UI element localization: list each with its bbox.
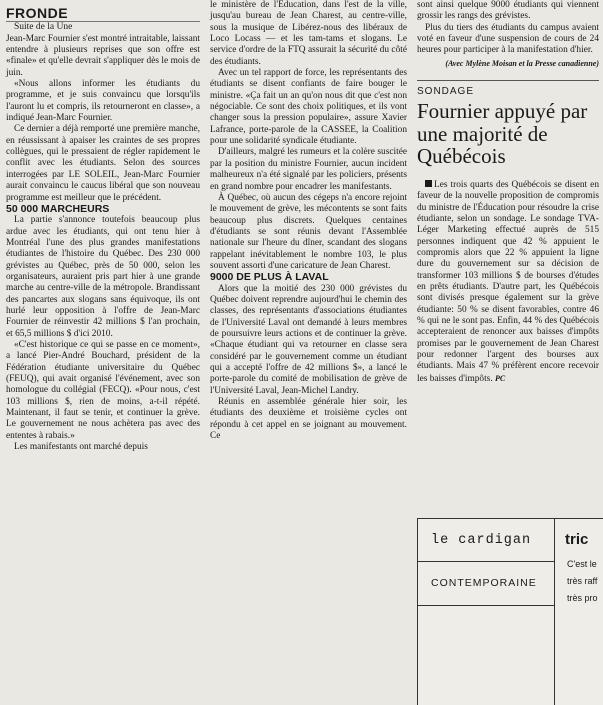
ad-subtitle: CONTEMPORAINE	[431, 577, 537, 589]
paragraph: Réunis en assemblée générale hier soir, les étudiants des deuxième et troisième cycles ont répondu à cet appel en se joignant au mouvement. Ce	[210, 397, 407, 442]
ad-brand-name: le cardigan	[431, 533, 532, 548]
column-2	[210, 0, 407, 442]
paragraph: «C'est historique ce qui se passe en ce moment», a lancé Pier-André Bouchard, président de la Fédération étudiante universitaire du Québec (FEUQ), qui avait organisé l'événement, avec son homologue du collégial (FECQ). «Pour nous, c'est 103 millions $, rien de moins, a-t-il répété. Maintenant, il faut se tenir, et continuer la grève. Le gouvernement ne nous achètera pas avec des ententes à rabais.»	[6, 339, 200, 441]
square-bullet-icon	[425, 180, 432, 187]
ad-side-text: très pro	[567, 593, 598, 603]
paragraph: le ministère de l'Éducation, dans l'est de la ville, jusqu'au bureau de Jean Charest, au centre-ville, sous la musique de Libérez-nous des libéraux de Loco Locass — et les tam-tams et slogans. Le service d'ordre de la FTQ assurait la sécurité du côté des étudiants.	[210, 0, 407, 67]
paragraph: À Québec, où aucun des cégeps n'a encore rejoint le mouvement de grève, les mécontents se sont faits beaucoup plus discrets. Quelques centaines d'étudiants se sont réunis devant l'Assemblée nationale sur l'heure du dîner, scandant des slogans rappelant inévitablement le nombre 103, le plus souvent assorti d'une caricature de Jean Charest.	[210, 192, 407, 271]
paragraph: La partie s'annonce toutefois beaucoup plus ardue avec les étudiants, qui ont tenu hier à Montréal l'une des plus grandes manifestations étudiantes de l'histoire du Québec. Des 230 000 grévistes au Québec, près de 50 000, selon les organisateurs, auraient pris part hier à une grande marche au centre-ville de la métropole. Brandissant des pancartes aux slogans sans équivoque, ils ont hurlé leur opposition à l'offre de Jean-Marc Fournier de réinvestir 42 millions $ l'an prochain, et 65,5 millions $ d'ici 2010.	[6, 215, 200, 339]
paragraph	[417, 180, 599, 385]
column-3	[417, 0, 599, 385]
paragraph: «Nous allons informer les étudiants du programme, et je suis convaincu que lorsqu'ils l'auront lu et compris, ils retourneront en classe», a indiqué Jean-Marc Fournier.	[6, 79, 200, 124]
paragraph: Alors que la moitié des 230 000 grévistes du Québec doivent reprendre aujourd'hui le chemin des classes, des représentants d'associations étudiantes de l'Université Laval ont demandé à leurs membres de poursuivre leurs actions et de continuer la grève. «Chaque étudiant qui va retourner en classe sera considéré par le gouvernement comme un étudiant qui a accepté l'offre de 42 millions $», a lancé le porte-parole du comité de mobilisation de grève de l'Université Laval, Jean-Michel Landry.	[210, 283, 407, 396]
section-label: SONDAGE	[417, 80, 599, 97]
ad-side-text: C'est le	[567, 559, 597, 569]
continuation-note: Suite de la Une	[14, 22, 73, 33]
advertisement	[417, 518, 603, 705]
subheading: 50 000 MARCHEURS	[6, 202, 110, 215]
paragraph: sont ainsi quelque 9000 étudiants qui viennent grossir les rangs des grévistes.	[417, 0, 599, 22]
paragraph: Jean-Marc Fournier s'est montré intraitable, laissant entendre à plusieurs reprises que son offre est «finale» et qu'elle devrait s'appliquer dès le mois de juin.	[6, 33, 200, 78]
column-1	[6, 0, 200, 453]
paragraph-text: Les trois quarts des Québécois se disent en faveur de la nouvelle proposition de compromis du ministre de l'Éducation pour résoudre la crise étudiante, selon un sondage. Le sondage TVA-Léger Marketing effectué auprès de 515 personnes indiquent que 42 % appuient le compromis alors que 22 % appuient la ligne dure du gouvernement sur sa décision de transformer 103 millions $ de bourses d'études en prêts étudiants. D'autre part, les Québécois sont divisés presque également sur la grève étudiante: 50 % se disent favorables, contre 46 % qui ne le sont pas. Enfin, 44 % des Québécois accepteraient de renoncer aux baisses d'impôts promises par le gouvernement de Jean Charest pour redonner l'argent des bourses aux étudiants. Mais 47 % préfèrent encore recevoir les baisses d'impôts.	[417, 179, 599, 384]
paragraph: Plus du tiers des étudiants du campus avaient voté en faveur d'une suspension de cours de 24 heures pour participer à la manifestation d'hier.	[417, 22, 599, 56]
rubric-title: FRONDE	[6, 5, 200, 22]
paragraph: Ce dernier a déjà remporté une première manche, en réussissant à apaiser les craintes de ses propres collègues, qui le pressaient de régler rapidement le conflit avec les étudiants. Selon des sources interrogées par LE SOLEIL, Jean-Marc Fournier aurait convaincu le caucus libéral que son nouveau programme est meilleur que le précédent.	[6, 124, 200, 203]
ad-brand-name-2: tric	[565, 531, 589, 548]
author-signature: PC	[495, 373, 506, 383]
paragraph: Les manifestants ont marché depuis	[14, 442, 148, 453]
credit-line: (Avec Mylène Moisan et la Presse canadienne)	[445, 58, 599, 68]
subheading: 9000 DE PLUS À LAVAL	[210, 271, 329, 284]
article-headline: Fournier appuyé par une majorité de Québécois	[417, 99, 588, 169]
paragraph: Avec un tel rapport de force, les représentants des étudiants se disent confiants de faire bouger le ministre. «Ça fait un an qu'on nous dit que c'est non négociable. Ce sont des choix politiques, et ils vont changer sous la pression populaire», assure Xavier Lafrance, porte-parole de la CASSEE, la Coalition pour une solidarité syndicale étudiante.	[210, 68, 407, 147]
paragraph: D'ailleurs, malgré les rumeurs et la colère suscitée par la position du ministre Fournier, aucun incident malheureux n'a été signalé par les policiers, présents en grand nombre pour encadrer les manifestants.	[210, 147, 407, 192]
ad-side-text: très raff	[567, 576, 598, 586]
